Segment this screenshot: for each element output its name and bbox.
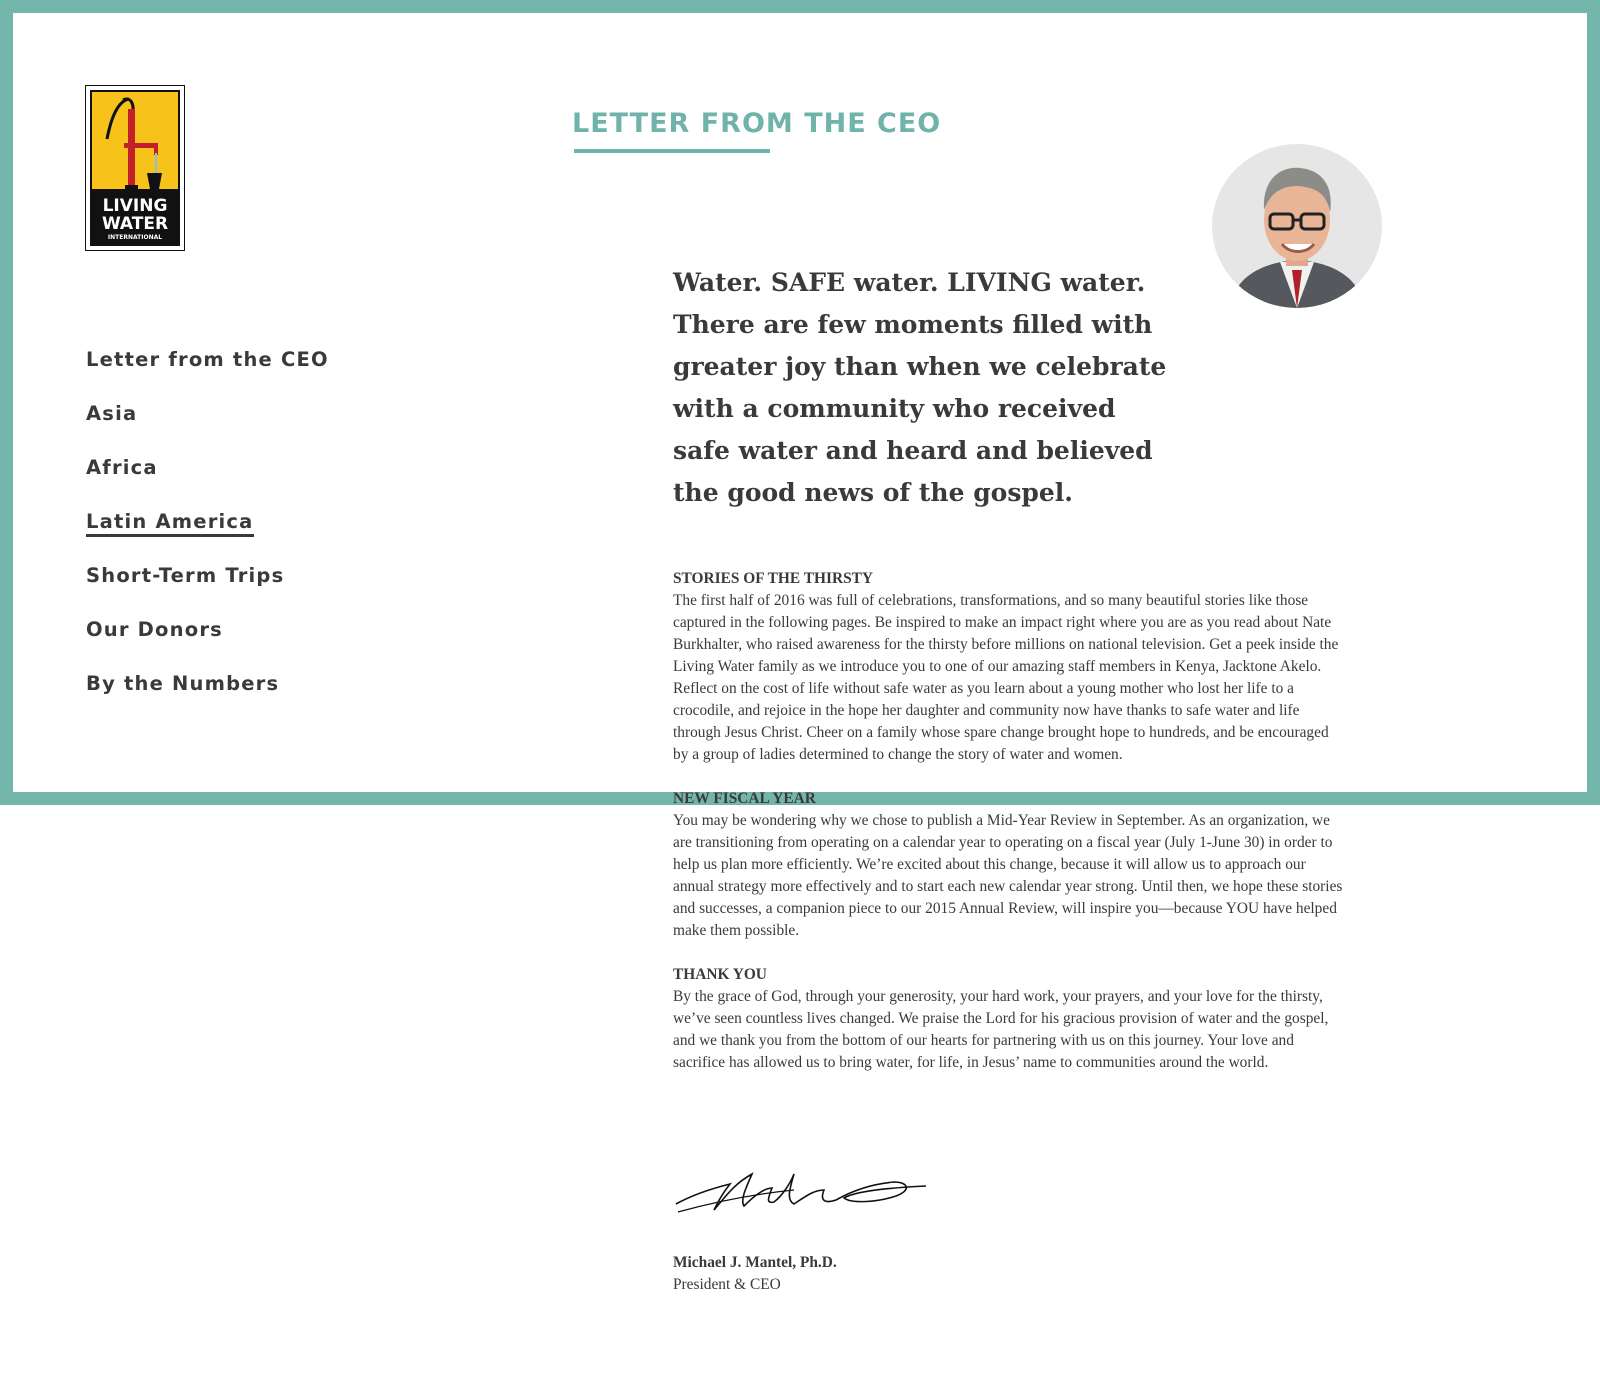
nav-item-our-donors[interactable]: Our Donors <box>86 618 223 641</box>
section-heading-thank-you: THANK YOU <box>673 966 767 983</box>
nav-item-letter-from-ceo[interactable]: Letter from the CEO <box>86 348 329 371</box>
section-body-thank-you: By the grace of God, through your generosity, your hard work, your prayers, and your love for the thirsty, we’ve seen countless lives changed. We praise the Lord for his gracious provision of water and the gospel, and we thank you from the bottom of our hearts for partnering with us on this journey. Your love and sacrifice has allowed us to bring water, for life, in Jesus’ name to communities around the world. <box>673 988 1329 1071</box>
signer-title: President & CEO <box>673 1276 781 1293</box>
logo-text-living: LIVING <box>102 196 168 216</box>
nav-item-africa[interactable]: Africa <box>86 456 158 479</box>
title-underline <box>574 149 770 153</box>
section-heading-stories: STORIES OF THE THIRSTY <box>673 570 874 587</box>
page-title: LETTER FROM THE CEO <box>572 108 942 139</box>
pull-quote: Water. SAFE water. LIVING water. There are few moments filled with greater joy than when we celebrate with a community who received safe water and heard and believed the good news of the gospel. <box>673 268 1167 507</box>
nav-item-by-the-numbers[interactable]: By the Numbers <box>86 672 280 695</box>
signer-name: Michael J. Mantel, Ph.D. <box>673 1254 837 1271</box>
ceo-portrait <box>1212 144 1382 308</box>
logo-text-water: WATER <box>101 214 169 234</box>
section-heading-fiscal-year: NEW FISCAL YEAR <box>673 790 816 807</box>
nav-item-latin-america[interactable]: Latin America <box>86 510 254 537</box>
nav-item-short-term-trips[interactable]: Short-Term Trips <box>86 564 285 587</box>
logo-text-international: INTERNATIONAL <box>107 234 163 241</box>
letter-body <box>673 568 1343 1096</box>
ceo-signature <box>674 1166 926 1216</box>
section-body-fiscal-year: You may be wondering why we chose to publish a Mid-Year Review in September. As an organization, we are transitioning from operating on a calendar year to operating on a fiscal year (July 1-June 30) in order to help us plan more efficiently. We’re excited about this change, because it will allow us to approach our annual strategy more effectively and to start each new calendar year strong. Until then, we hope these stories and successes, a companion piece to our 2015 Annual Review, will inspire you—because YOU have helped make them possible. <box>673 812 1343 939</box>
section-body-stories: The first half of 2016 was full of celebrations, transformations, and so many beautiful stories like those captured in the following pages. Be inspired to make an impact right where you are as you read about Nate Burkhalter, who raised awareness for the thirsty before millions on national television. Get a peek inside the Living Water family as we introduce you to one of our amazing staff members in Kenya, Jacktone Akelo. Reflect on the cost of life without safe water as you learn about a young mother who lost her life to a crocodile, and rejoice in the hope her daughter and community now have thanks to safe water and life through Jesus Christ. Cheer on a family whose spare change brought hope to hundreds, and be encouraged by a group of ladies determined to change the story of water and women. <box>673 592 1339 763</box>
nav-item-asia[interactable]: Asia <box>86 402 138 425</box>
living-water-logo <box>85 85 185 251</box>
